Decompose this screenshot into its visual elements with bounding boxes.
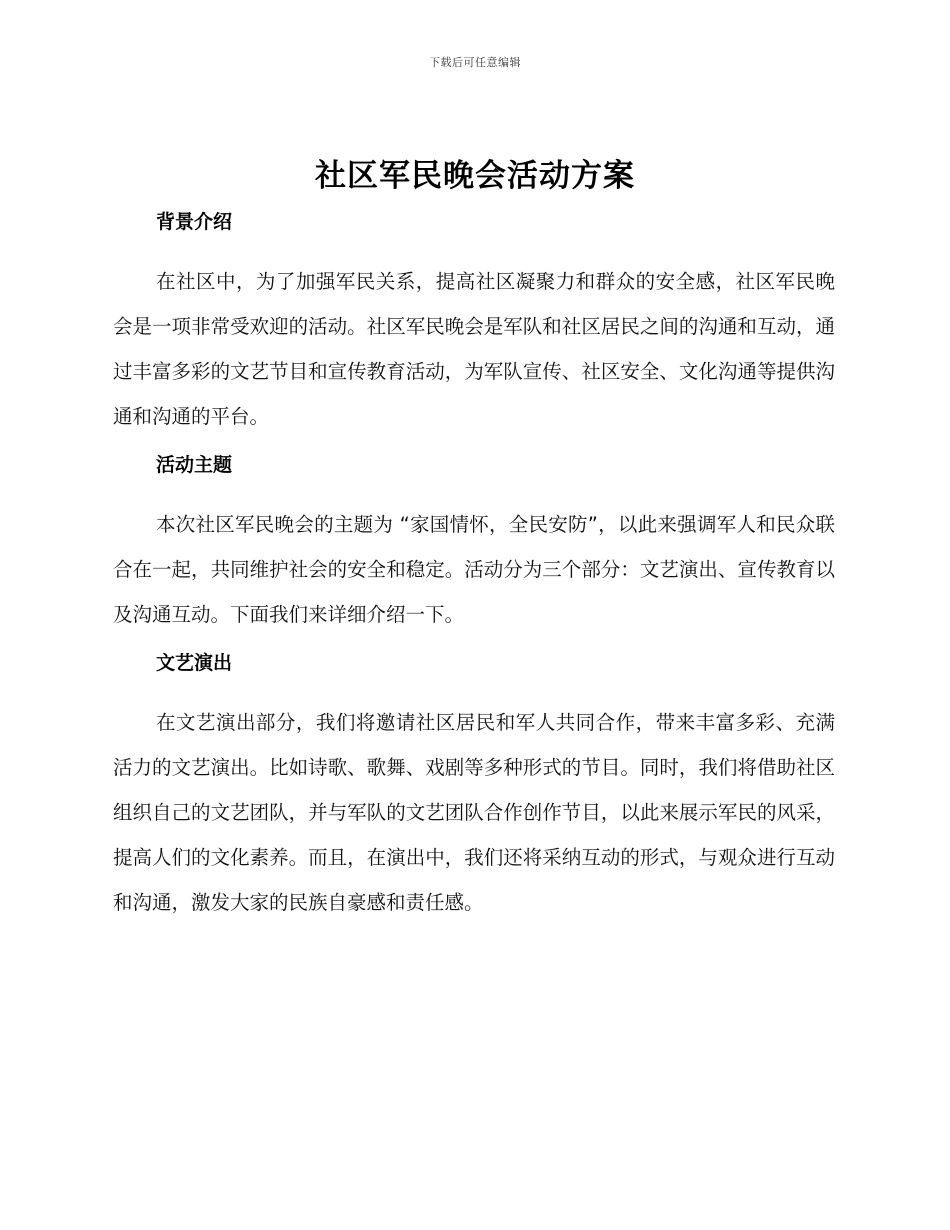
page-header-note: 下载后可任意编辑 [429, 56, 521, 69]
section-theme [113, 446, 835, 644]
section-performance [113, 644, 835, 925]
section-heading: 背景介绍 [156, 211, 233, 233]
section-heading: 活动主题 [156, 454, 233, 476]
section-paragraph: 本次社区军民晚会的主题为 “家国情怀，全民安防”，以此来强调军人和民众联合在一起，共同维护社会的安全和稳定。活动分为三个部分：文艺演出、宣传教育以及沟通互动。下面我们来详细介绍一下。 [113, 513, 835, 626]
section-heading: 文艺演出 [156, 652, 233, 674]
section-paragraph: 在社区中，为了加强军民关系，提高社区凝聚力和群众的安全感，社区军民晚会是一项非常受欢迎的活动。社区军民晚会是军队和社区居民之间的沟通和互动，通过丰富多彩的文艺节目和宣传教育活动，为军队宣传、社区安全、文化沟通等提供沟通和沟通的平台。 [113, 270, 835, 428]
section-background [113, 203, 835, 446]
document-body [113, 203, 835, 925]
document-title: 社区军民晚会活动方案 [315, 158, 635, 194]
section-paragraph: 在文艺演出部分，我们将邀请社区居民和军人共同合作，带来丰富多彩、充满活力的文艺演出。比如诗歌、歌舞、戏剧等多种形式的节目。同时，我们将借助社区组织自己的文艺团队，并与军队的文艺团队合作创作节目，以此来展示军民的风采，提高人们的文化素养。而且，在演出中，我们还将采纳互动的形式，与观众进行互动和沟通，激发大家的民族自豪感和责任感。 [113, 711, 835, 914]
